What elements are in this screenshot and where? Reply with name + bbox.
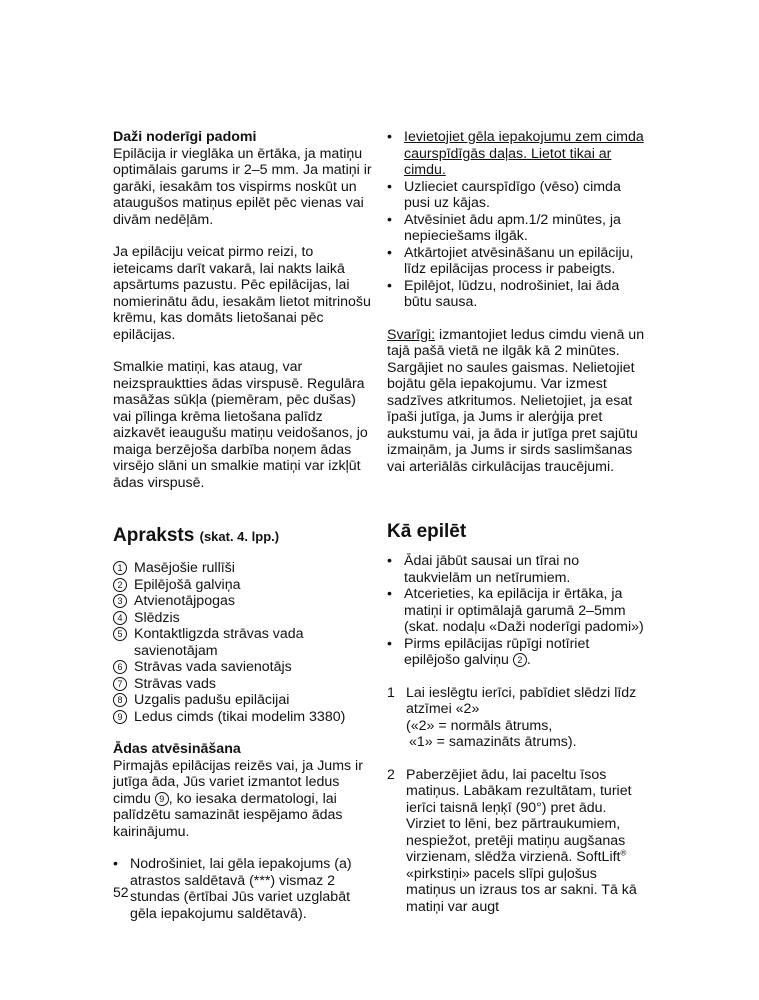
how-bullet: [387, 586, 649, 636]
step-number: 1: [387, 684, 395, 701]
page-number: 52: [113, 884, 129, 900]
step-1-line-2: («2» = normāls ātrums,: [406, 717, 553, 734]
how-bullet-text-b: .: [526, 652, 531, 668]
cooling-bullet-text: Atkārtojiet atvēsināšanu un epilāciju, līdz epilācijas process ir pabeigts.: [404, 244, 634, 277]
bullet-icon: •: [387, 129, 392, 145]
parts-item-label: Uzgalis padušu epilācijai: [134, 692, 290, 708]
step-2-text-b: «pirkstiņi» pacels slīpi guļošus matiņus un izraus tos ar sakni. Tā kā matiņi var augt: [406, 865, 637, 915]
step-2: [387, 767, 649, 916]
how-bullet: [387, 553, 649, 586]
parts-item-label: Masējošie rullīši: [134, 560, 235, 576]
left-column: [113, 129, 375, 922]
important-label: Svarīgi:: [387, 326, 436, 343]
how-bullet: [387, 636, 649, 669]
bullet-icon: •: [387, 635, 392, 652]
description-title: Apraksts: [113, 525, 195, 546]
parts-item: [113, 610, 375, 627]
cooling-text-a: Pirmajās epilācijas reizēs vai, ja Jums ir jutīga āda, Jūs variet izmantot ledus cimdu: [113, 757, 363, 807]
cooling-bullet: [387, 245, 649, 278]
number-circle: 5: [113, 627, 127, 641]
cooling-bullet: [387, 212, 649, 245]
bullet-icon: •: [387, 277, 392, 294]
step-text: [406, 767, 649, 916]
important-text: izmantojiet ledus cimdu vienā un tajā pašā vietā ne ilgāk kā 2 minūtes. Sargājiet no saules gaismas. Nelietojiet bojātu gēla iepakojumu. Var izmest sadzīves atkritumos. Nelietojiet, ja esat īpaši jutīga, ja Jums ir alerģija pret aukstumu vai, ja āda ir jutīga pret sajūtu izmaiņām, ja Jums ir sirds saslimšanas vai arteriālās cirkulācijas traucējumi.: [387, 326, 645, 475]
number-circle: 2: [513, 653, 527, 667]
number-circle: 6: [113, 660, 127, 674]
cooling-bullet-text: Uzlieciet caurspīdīgo (vēso) cimda pusi uz kājas.: [404, 178, 621, 211]
parts-list: [113, 560, 375, 725]
how-bullet-text: [404, 636, 649, 669]
bullet-icon: •: [387, 244, 392, 261]
parts-item-label: Ledus cimds (tikai modelim 3380): [134, 708, 346, 725]
number-circle: 3: [113, 594, 127, 608]
step-1-line-3: «1» = samazināts ātrums).: [409, 734, 577, 750]
cooling-bullet-text: Ievietojiet gēla iepakojumu zem cimda caurspīdīgās daļas. Lietot tikai ar cimdu.: [404, 129, 644, 178]
number-circle: 9: [113, 710, 127, 724]
registered-mark: ®: [620, 848, 627, 858]
cooling-text-b: , ko iesaka dermatologi, lai palīdzētu samazināt iespējamo ādas kairinājumu.: [113, 790, 343, 840]
cooling-paragraph: [113, 758, 375, 841]
cooling-bullet: [387, 278, 649, 311]
parts-item: [113, 659, 375, 676]
tips-paragraph-2: Ja epilāciju veicat pirmo reizi, to ieteicams darīt vakarā, lai nakts laikā apsārtums pazustu. Pēc epilācijas, lai nomierinātu ādu, iesakām lietot mitrinošu krēmu, kas domāts lietošanai pēc epilācijas.: [113, 244, 371, 343]
tips-heading: Daži noderīgi padomi: [113, 129, 257, 145]
parts-item: [113, 709, 375, 726]
parts-item: [113, 676, 375, 693]
description-heading: [113, 525, 375, 548]
cooling-bullet-text: Nodrošiniet, lai gēla iepakojums (a) atrastos saldētavā (***) vismaz 2 stundas (ērtībai Jūs variet uzglabāt gēla iepakojumu saldētavā).: [130, 856, 352, 922]
parts-item: [113, 560, 375, 577]
how-bullet-text-a: Pirms epilācijas rūpīgi notīriet epilējošo galviņu: [404, 635, 590, 668]
number-circle: 1: [113, 561, 127, 575]
bullet-icon: •: [387, 178, 392, 195]
how-bullet-text: Atcerieties, ka epilācija ir ērtāka, ja matiņi ir optimālajā garumā 2–5mm (skat. nodaļu «Daži noderīgi padomi»): [404, 586, 644, 635]
step-1-line-1: Lai ieslēgtu ierīci, pabīdiet slēdzi līdz atzīmei «2»: [406, 684, 637, 717]
tips-paragraph-1: Epilācija ir vieglāka un ērtāka, ja matiņu optimālais garums ir 2–5 mm. Ja matiņi ir garāki, iesakām tos vispirms noskūt un ataugušos matiņus epilēt pēc vienas vai divām nedēļām.: [113, 145, 372, 228]
how-heading: Kā epilēt: [387, 521, 467, 542]
parts-item-label: Atvienotājpogas: [134, 593, 235, 609]
parts-item-label: Slēdzis: [134, 609, 180, 626]
parts-item-label: Kontaktligzda strāvas vada savienotājam: [134, 626, 304, 659]
cooling-bullet-text: Atvēsiniet ādu apm.1/2 minūtes, ja nepieciešams ilgāk.: [404, 211, 621, 244]
how-bullet-text: Ādai jābūt sausai un tīrai no taukvielām un netīrumiem.: [404, 553, 580, 586]
bullet-icon: •: [387, 586, 392, 602]
number-circle: 7: [113, 677, 127, 691]
cooling-bullet-text: Epilējot, lūdzu, nodrošiniet, lai āda būtu sausa.: [404, 277, 620, 310]
number-circle: 2: [113, 578, 127, 592]
step-text: [406, 685, 649, 751]
cooling-heading: Ādas atvēsināšana: [113, 741, 241, 757]
parts-item: [113, 593, 375, 610]
parts-item: [113, 577, 375, 594]
bullet-icon: •: [113, 856, 118, 872]
number-circle: 9: [155, 792, 169, 806]
parts-item: [113, 626, 375, 659]
step-1: [387, 685, 649, 751]
bullet-icon: •: [387, 553, 392, 569]
tips-paragraph-3: Smalkie matiņi, kas ataug, var neizsprauktties ādas virspusē. Regulāra masāžas sūkļa (piemēram, pēc dušas) vai pīlinga krēma lietošana palīdz aizkavēt ieaugušu matiņu veidošanos, jo maiga berzējoša darbība noņem ādas virsējo slāni un smalkie matiņi var izkļūt ādas virspusē.: [113, 359, 368, 491]
parts-item-label: Strāvas vads: [134, 675, 217, 692]
number-circle: 4: [113, 611, 127, 625]
parts-item-label: Strāvas vada savienotājs: [134, 659, 292, 675]
number-circle: 8: [113, 693, 127, 707]
step-number: 2: [387, 766, 395, 783]
parts-item-label: Epilējošā galviņa: [134, 576, 241, 593]
bullet-icon: •: [387, 211, 392, 228]
parts-item: [113, 692, 375, 709]
description-subtitle: (skat. 4. lpp.): [199, 529, 280, 544]
right-column: [387, 129, 649, 915]
important-note: [387, 327, 649, 476]
step-2-text-a: Paberzējiet ādu, lai paceltu īsos matiņus. Labākam rezultātam, turiet ierīci taisnā leņķī (90°) pret ādu. Virziet to lēni, bez pārtraukumiem, nespiežot, pretēji matiņu augšanas virzienam, slēdža virzienā. SoftLift: [406, 766, 632, 865]
cooling-bullet: [387, 129, 649, 179]
cooling-bullet: [113, 856, 375, 922]
cooling-bullet: [387, 179, 649, 212]
